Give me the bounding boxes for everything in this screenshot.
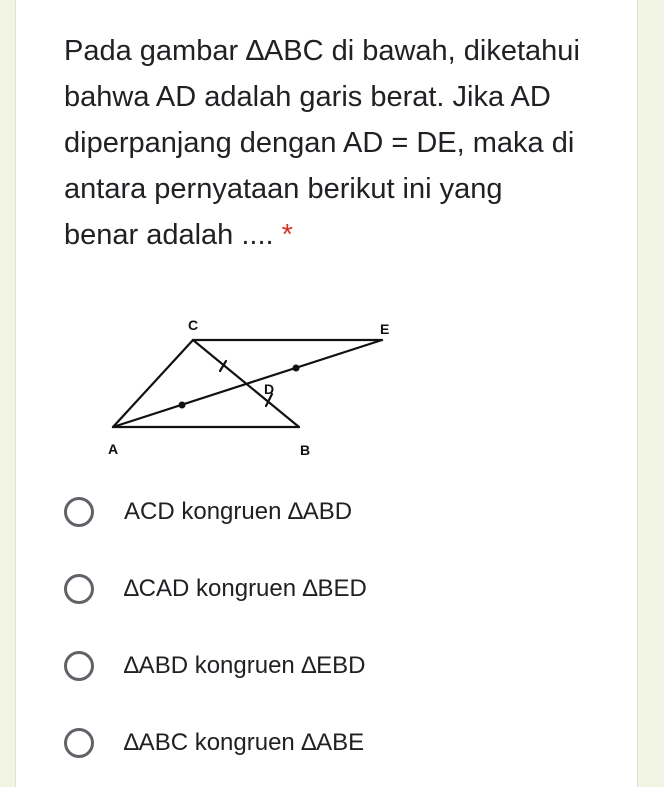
option-2[interactable] bbox=[64, 565, 564, 613]
mark-ad bbox=[179, 402, 186, 409]
label-d: D bbox=[264, 381, 275, 397]
radio-button[interactable] bbox=[64, 574, 94, 604]
question-body: Pada gambar ∆ABC di bawah, diketahui bahwa AD adalah garis berat. Jika AD diperpanjang dengan AD = DE, maka di antara pernyataan berikut ini yang benar adalah .... bbox=[64, 35, 580, 251]
option-label: ∆ABC kongruen ∆ABE bbox=[124, 729, 365, 756]
option-4[interactable] bbox=[64, 719, 564, 767]
mark-de bbox=[293, 365, 300, 372]
option-3[interactable] bbox=[64, 642, 564, 690]
label-e: E bbox=[380, 321, 390, 337]
label-b: B bbox=[300, 442, 311, 458]
option-1[interactable] bbox=[64, 488, 564, 536]
option-label: ACD kongruen ∆ABD bbox=[124, 498, 353, 525]
triangle-diagram bbox=[86, 306, 406, 466]
radio-button[interactable] bbox=[64, 651, 94, 681]
required-asterisk: * bbox=[281, 219, 293, 251]
triangle-figure bbox=[86, 306, 406, 466]
label-c: C bbox=[188, 317, 199, 333]
option-label: ∆CAD kongruen ∆BED bbox=[124, 575, 367, 602]
question-card bbox=[15, 0, 638, 787]
label-a: A bbox=[108, 441, 119, 457]
radio-button[interactable] bbox=[64, 497, 94, 527]
question-text bbox=[64, 28, 584, 258]
radio-button[interactable] bbox=[64, 728, 94, 758]
option-label: ∆ABD kongruen ∆EBD bbox=[124, 652, 366, 679]
